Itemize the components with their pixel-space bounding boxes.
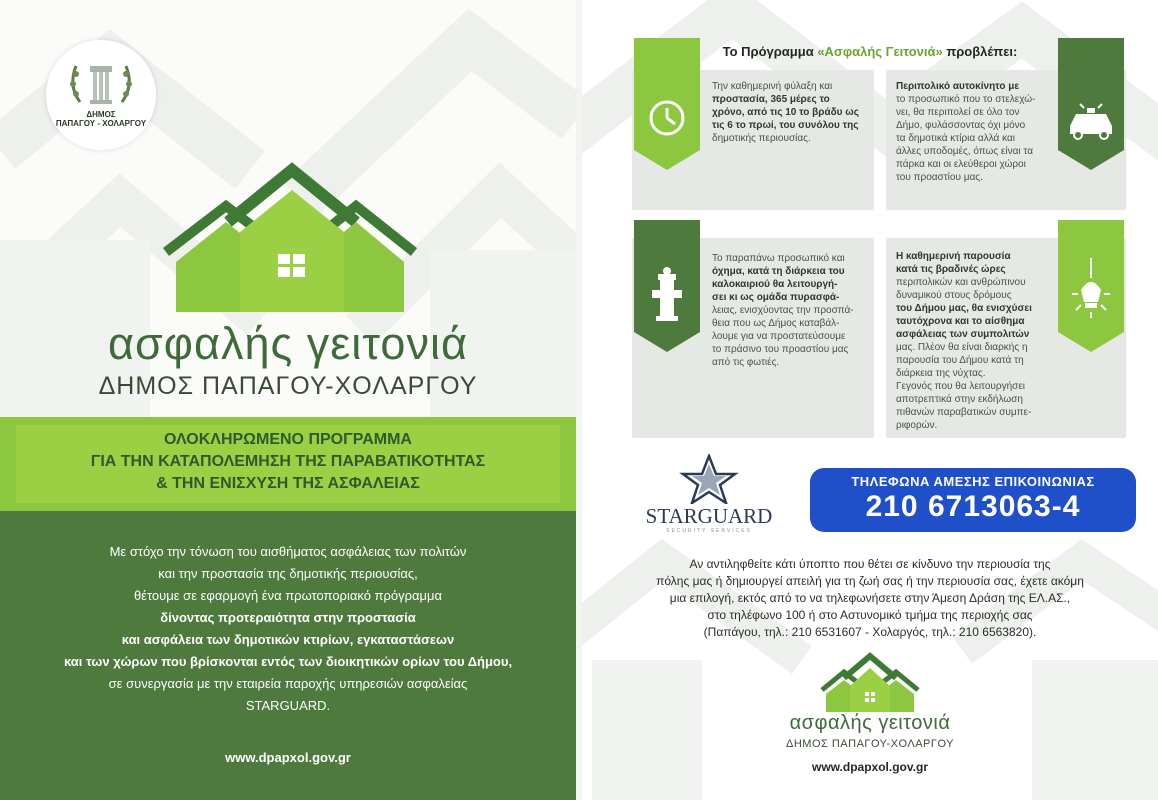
description-line: και των χώρων που βρίσκονται εντός των διοικητικών ορίων του Δήμου,: [63, 654, 513, 669]
brand-title: ασφαλής γειτονιά: [108, 318, 468, 369]
feature-line: τα δημοτικά κτίρια αλλά και: [896, 133, 1015, 144]
feature-line: δημοτικής περιουσίας.: [712, 133, 811, 144]
left-panel: [0, 0, 576, 800]
feature-line: καλοκαιριού θα λειτουργή-: [712, 279, 838, 290]
description-line: και ασφάλεια των δημοτικών κτιρίων, εγκαταστάσεων: [121, 632, 455, 647]
feature-line: Την καθημερινή φύλαξη και: [712, 81, 833, 92]
feature-line: νει, θα περιπολεί σε όλο τον: [896, 107, 1020, 118]
description-line: θέτουμε σε εφαρμογή ένα πρωτοποριακό πρόγραμμα: [133, 588, 443, 603]
feature-line: ταυτόχρονα και το αίσθημα: [896, 316, 1025, 327]
feature-line: το προσωπικό που το στελεχώ-: [896, 94, 1036, 105]
feature-line: προστασία, 365 μέρες το: [712, 94, 830, 105]
heading-highlight: «Ασφαλής Γειτονιά»: [817, 44, 943, 59]
heading-pre: Το Πρόγραμμα: [722, 44, 818, 59]
feature-line: Το παραπάνω προσωπικό και: [712, 253, 845, 264]
info-line: Αν αντιληφθείτε κάτι ύποπτο που θέτει σε κίνδυνο την περιουσία της: [689, 557, 1051, 571]
feature-line: παρουσία του Δήμου κατά τη: [896, 355, 1024, 366]
description-line: σε συνεργασία με την εταιρεία παροχής υπηρεσιών ασφαλείας: [108, 676, 468, 691]
info-line: (Παπάγου, τηλ.: 210 6531607 - Χολαργός, τηλ.: 210 6563820).: [703, 625, 1037, 639]
sponsor-tagline: SECURITY SERVICES: [666, 528, 752, 534]
feature-line: χρόνο, από τις 10 το βράδυ ως: [712, 107, 859, 118]
feature-line: διάρκεια της νύχτας.: [896, 368, 986, 379]
program-banner: [0, 417, 576, 511]
brand-subtitle: ΔΗΜΟΣ ΠΑΠΑΓΟΥ-ΧΟΛΑΡΓΟΥ: [98, 372, 478, 400]
logo-line-2: ΠΑΠΑΓΟΥ - ΧΟΛΑΡΓΟΥ: [55, 119, 147, 128]
feature-line: όχημα, κατά τη διάρκεια του: [712, 266, 845, 277]
feature-line: ριφορών.: [896, 420, 938, 431]
website-link[interactable]: www.dpapxol.gov.gr: [811, 760, 928, 774]
houses-logo-small-icon: [582, 0, 1158, 800]
description-line: δίνοντας προτεραιότητα στην προστασία: [160, 610, 416, 625]
info-line: στο τηλέφωνο 100 ή στο Αστυνομικό τμήμα της περιοχής σας: [707, 608, 1033, 622]
heading-post: προβλέπει:: [942, 44, 1018, 59]
description-line: STARGUARD.: [245, 698, 331, 713]
feature-line: δυναμικού στους δρόμους: [896, 290, 1012, 301]
brand-title-small: ασφαλής γειτονιά: [789, 712, 951, 734]
feature-line: Δήμο, φυλάσσοντας όχι μόνο: [896, 120, 1026, 131]
feature-line: σει κι ως ομάδα πυρασφά-: [712, 292, 840, 303]
feature-line: από τις φωτιές.: [712, 357, 780, 368]
info-line: πόλης μας ή δημιουργεί απειλή για τη ζωή σας ή την περιουσία σας, έχετε ακόμη: [656, 574, 1084, 588]
right-panel: [582, 0, 1158, 800]
logo-line-1: ΔΗΜΟΣ: [86, 110, 116, 119]
feature-line: Η καθημερινή παρουσία: [896, 251, 1011, 262]
description-line: Με στόχο την τόνωση του αισθήματος ασφάλειας των πολιτών: [109, 544, 467, 559]
feature-line: του προαστίου μας.: [896, 172, 983, 183]
banner-line-1: ΟΛΟΚΛΗΡΩΜΕΝΟ ΠΡΟΓΡΑΜΜΑ: [164, 431, 412, 448]
feature-line: πάρκα και οι ελεύθεροι χώροι: [896, 159, 1026, 170]
feature-line: αποτρεπτικά στην εκδήλωση: [896, 394, 1023, 405]
description-line: και την προστασία της δημοτικής περιουσίας,: [158, 566, 418, 581]
banner-line-2: ΓΙΑ ΤΗΝ ΚΑΤΑΠΟΛΕΜΗΣΗ ΤΗΣ ΠΑΡΑΒΑΤΙΚΟΤΗΤΑΣ: [90, 453, 486, 470]
feature-line: άλλες υποδομές, όπως είναι τα: [896, 146, 1033, 157]
feature-line: θεια που ως Δήμος καταβάλ-: [712, 318, 840, 329]
feature-line: το πράσινο του προαστίου μας: [712, 344, 849, 355]
feature-line: του Δήμου μας, θα ενισχύσει: [896, 303, 1032, 314]
feature-line: Περιπολικό αυτοκίνητο με: [896, 81, 1020, 92]
phone-number[interactable]: 210 6713063-4: [865, 490, 1081, 523]
phone-label: ΤΗΛΕΦΩΝΑ ΑΜΕΣΗΣ ΕΠΙΚΟΙΝΩΝΙΑΣ: [851, 474, 1095, 489]
feature-line: πιθανών παραβατικών συμπε-: [896, 407, 1032, 418]
info-line: μια επιλογή, εκτός από το να τηλεφωνήσετε στην Άμεση Δράση της ΕΛ.ΑΣ.,: [669, 591, 1071, 605]
website-link[interactable]: www.dpapxol.gov.gr: [225, 750, 351, 765]
sponsor-name: STARGUARD: [645, 504, 773, 528]
feature-line: Γεγονός που θα λειτουργήσει: [896, 381, 1025, 392]
feature-line: λειας, ενισχύοντας την προσπά-: [712, 305, 854, 316]
feature-line: τις 6 το πρωί, του συνόλου της: [712, 120, 859, 131]
feature-line: ασφάλειας των συμπολιτών: [896, 329, 1030, 340]
feature-line: μας. Πλέον θα είναι διαρκής η: [896, 342, 1028, 353]
feature-line: λουμε για να προστατεύσουμε: [712, 331, 846, 342]
banner-line-3: & ΤΗΝ ΕΝΙΣΧΥΣΗ ΤΗΣ ΑΣΦΑΛΕΙΑΣ: [156, 475, 420, 492]
feature-line: κατά τις βραδινές ώρες: [896, 264, 1006, 275]
brand-subtitle-small: ΔΗΜΟΣ ΠΑΠΑΓΟΥ-ΧΟΛΑΡΓΟΥ: [785, 738, 954, 750]
feature-line: περιπολικών και ανθρώπινου: [896, 277, 1026, 288]
